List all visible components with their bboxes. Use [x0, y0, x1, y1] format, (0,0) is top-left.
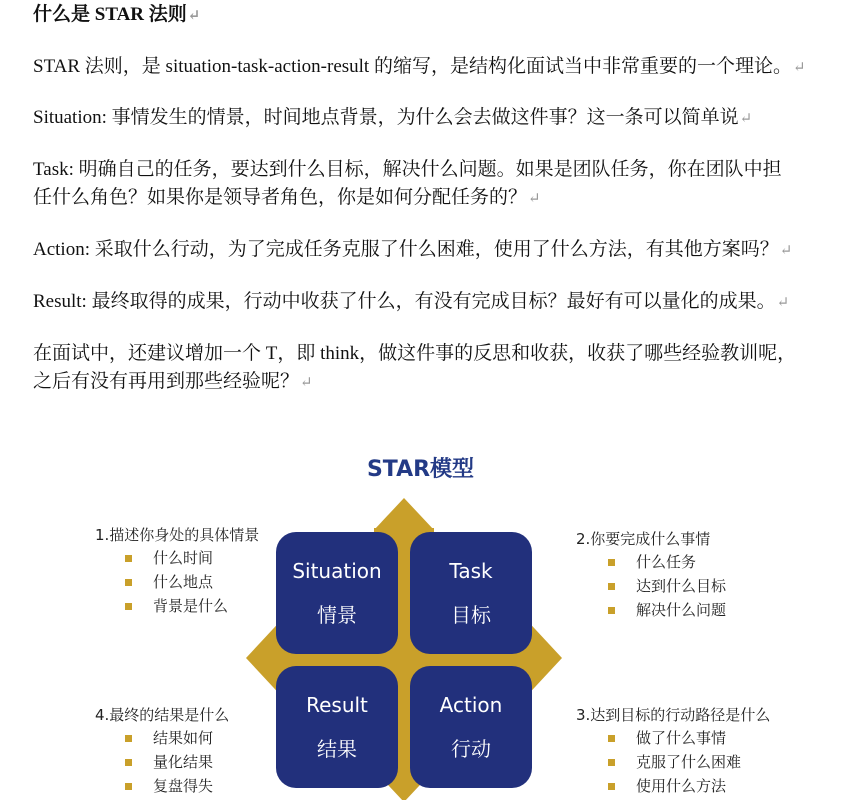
list-item-text: 使用什么方法: [636, 777, 727, 795]
return-mark: ↵: [528, 191, 541, 207]
quadrant-zh-label: 情景: [317, 603, 357, 627]
paragraph-text: 之后有没有再用到那些经验呢？: [33, 371, 300, 392]
paragraph-text: Task: 明确自己的任务，要达到什么目标，解决什么问题。如果是团队任务，你在团队中担: [33, 159, 782, 180]
group-list: [95, 726, 229, 798]
square-bullet-icon: [125, 579, 132, 586]
square-bullet-icon: [608, 583, 615, 590]
square-bullet-icon: [125, 603, 132, 610]
quadrant-en-label: Action: [439, 693, 503, 717]
return-mark: ↵: [792, 60, 806, 76]
square-bullet-icon: [608, 735, 615, 742]
list-item: [576, 774, 770, 798]
paragraph-think-line2: [33, 369, 313, 396]
return-mark: ↵: [739, 111, 753, 127]
list-item: [95, 546, 259, 570]
paragraph-text: Situation: 事情发生的情景，时间地点背景，为什么会去做这件事？这一条可以简单说: [33, 107, 739, 128]
square-bullet-icon: [125, 783, 132, 790]
list-item: [576, 550, 726, 574]
return-mark: ↵: [776, 295, 790, 311]
paragraph-text: 在面试中，还建议增加一个 T，即 think，做这件事的反思和收获，收获了哪些经验教训呢，: [33, 343, 797, 364]
list-item-text: 什么任务: [636, 553, 697, 571]
list-item: [95, 570, 259, 594]
paragraph-situation: [33, 105, 752, 132]
square-bullet-icon: [608, 759, 615, 766]
return-mark: ↵: [300, 375, 313, 391]
list-item: [95, 726, 229, 750]
quadrant-task: [410, 532, 532, 654]
return-mark: ↵: [779, 243, 793, 259]
paragraph-task-line2: [33, 185, 541, 212]
list-item-text: 结果如何: [153, 729, 214, 747]
list-item: [576, 750, 770, 774]
doc-title: [33, 2, 200, 29]
quadrant-en-label: Result: [306, 693, 368, 717]
doc-title-text: 什么是 STAR 法则: [33, 4, 187, 25]
quadrant-zh-label: 行动: [451, 737, 491, 761]
list-item: [95, 774, 229, 798]
list-item-text: 背景是什么: [153, 597, 229, 615]
list-item-text: 量化结果: [153, 753, 214, 771]
group-task-notes: [576, 528, 726, 622]
gold-arrow-up: [374, 498, 434, 530]
paragraph-text: 任什么角色？如果你是领导者角色，你是如何分配任务的？: [33, 187, 528, 208]
list-item-text: 什么地点: [153, 573, 214, 591]
paragraph-result: [33, 289, 789, 316]
quadrant-en-label: Task: [449, 559, 493, 583]
list-item-text: 克服了什么困难: [636, 753, 742, 771]
list-item-text: 做了什么事情: [636, 729, 727, 747]
square-bullet-icon: [608, 783, 615, 790]
quadrant-en-label: Situation: [292, 559, 382, 583]
quadrant-situation: [276, 532, 398, 654]
square-bullet-icon: [608, 559, 615, 566]
square-bullet-icon: [608, 607, 615, 614]
list-item-text: 复盘得失: [153, 777, 214, 795]
paragraph-task-line1: [33, 157, 782, 183]
paragraph-think-line1: [33, 341, 796, 367]
paragraph-action: [33, 237, 792, 264]
quadrant-zh-label: 结果: [317, 737, 357, 761]
group-heading: 3.达到目标的行动路径是什么: [576, 706, 771, 724]
square-bullet-icon: [125, 735, 132, 742]
list-item-text: 达到什么目标: [636, 577, 727, 595]
square-bullet-icon: [125, 555, 132, 562]
list-item-text: 什么时间: [153, 549, 214, 567]
quadrant-result: [276, 666, 398, 788]
quadrant-action: [410, 666, 532, 788]
group-heading: 4.最终的结果是什么: [95, 706, 230, 724]
paragraph-text: Action: 采取什么行动，为了完成任务克服了什么困难，使用了什么方法，有其他方案吗？: [33, 239, 779, 260]
group-list: [576, 726, 770, 798]
group-list: [95, 546, 259, 618]
group-heading: 1.描述你身处的具体情景: [95, 526, 260, 544]
list-item: [95, 594, 259, 618]
list-item-text: 解决什么问题: [636, 601, 727, 619]
return-mark: ↵: [187, 8, 201, 24]
group-action-notes: [576, 704, 770, 798]
paragraph-text: Result: 最终取得的成果，行动中收获了什么，有没有完成目标？最好有可以量化的成果。: [33, 291, 776, 312]
paragraph-text: STAR 法则，是 situation-task-action-result 的缩写，是结构化面试当中非常重要的一个理论。: [33, 56, 792, 77]
diagram-title: STAR模型: [366, 457, 475, 482]
group-result-notes: [95, 704, 229, 798]
square-bullet-icon: [125, 759, 132, 766]
list-item: [576, 574, 726, 598]
star-model-diagram: [0, 440, 841, 800]
paragraph-star-definition: [33, 54, 806, 81]
list-item: [576, 726, 770, 750]
group-situation-notes: [95, 524, 259, 618]
group-heading: 2.你要完成什么事情: [576, 530, 711, 548]
list-item: [95, 750, 229, 774]
list-item: [576, 598, 726, 622]
group-list: [576, 550, 726, 622]
quadrant-zh-label: 目标: [451, 603, 491, 627]
